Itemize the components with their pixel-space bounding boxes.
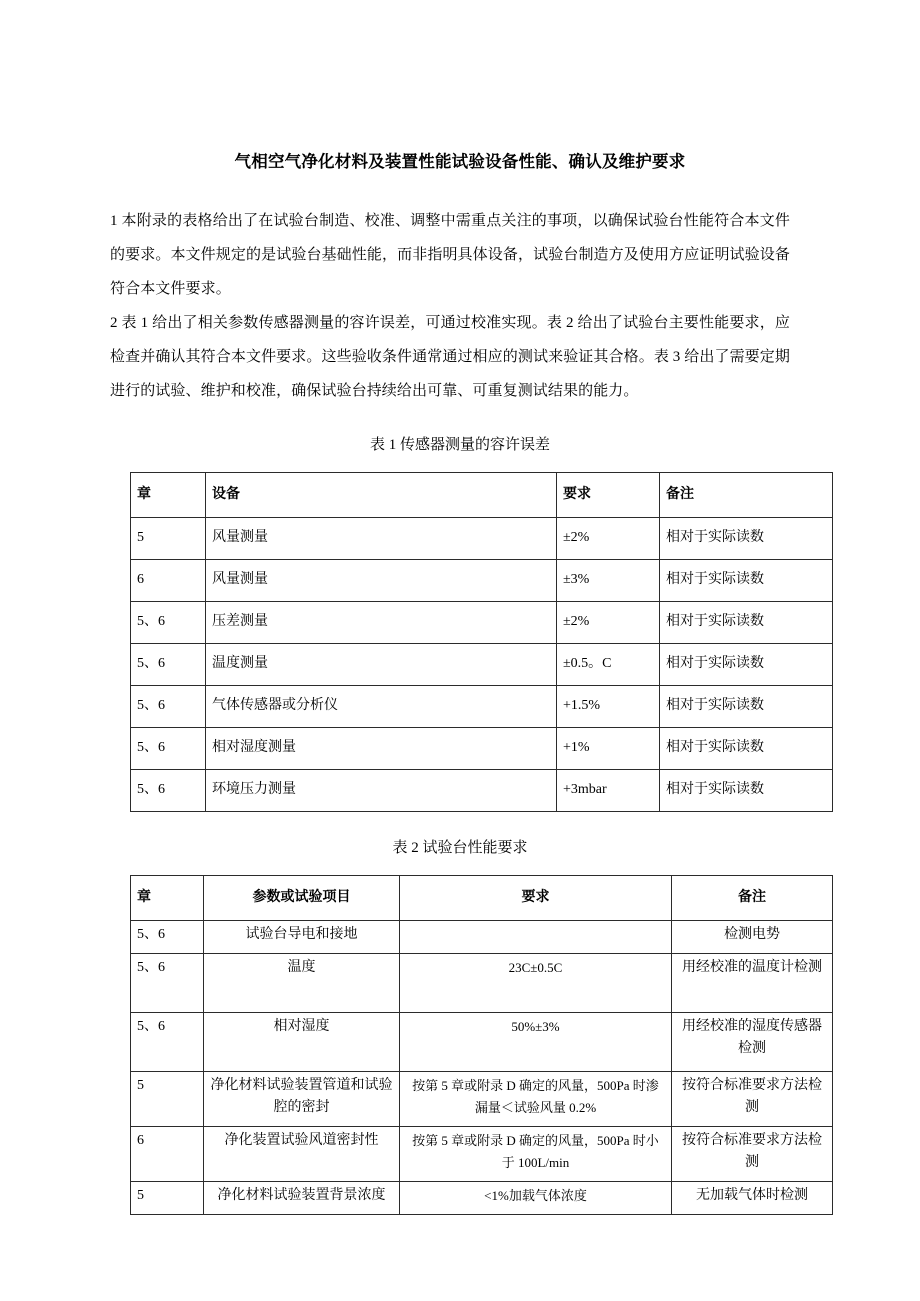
table-row	[131, 953, 833, 1012]
table-tolerances	[130, 472, 833, 812]
table-row	[131, 920, 833, 953]
cell-remark: 相对于实际读数	[660, 559, 833, 601]
cell-device: 环境压力测量	[206, 769, 557, 811]
table-row	[131, 643, 833, 685]
cell-chapter: 5、6	[131, 920, 204, 953]
cell-device: 相对湿度测量	[206, 727, 557, 769]
cell-requirement: +1.5%	[557, 685, 660, 727]
cell-remark: 相对于实际读数	[660, 601, 833, 643]
cell-requirement: 50%±3%	[400, 1012, 672, 1071]
cell-remark: 相对于实际读数	[660, 685, 833, 727]
cell-chapter: 5	[131, 1071, 204, 1126]
cell-requirement: +1%	[557, 727, 660, 769]
cell-parameter: 净化装置试验风道密封性	[204, 1126, 400, 1181]
body-paragraph-2: 2 表 1 给出了相关参数传感器测量的容许误差，可通过校准实现。表 2 给出了试验台主要性能要求，应检查并确认其符合本文件要求。这些验收条件通常通过相应的测试来验证其合格。表 3 给出了需要定期进行的试验、维护和校准，确保试验台持续给出可靠、可重复测试结果的能力。	[110, 314, 790, 399]
table-1-header-chapter: 章	[131, 472, 206, 517]
cell-chapter: 6	[131, 559, 206, 601]
table-row	[131, 1071, 833, 1126]
cell-remark: 检测电势	[672, 920, 833, 953]
cell-parameter: 相对湿度	[204, 1012, 400, 1071]
cell-chapter: 5、6	[131, 643, 206, 685]
table-row	[131, 1126, 833, 1181]
cell-requirement: ±2%	[557, 517, 660, 559]
table-1-header-requirement: 要求	[557, 472, 660, 517]
cell-chapter: 5、6	[131, 685, 206, 727]
cell-device: 气体传感器或分析仪	[206, 685, 557, 727]
table-header-row	[131, 875, 833, 920]
table-2-caption: 表 2 试验台性能要求	[392, 839, 528, 856]
cell-device: 风量测量	[206, 559, 557, 601]
cell-requirement: ±0.5。C	[557, 643, 660, 685]
table-row	[131, 685, 833, 727]
table-row	[131, 517, 833, 559]
body-paragraph-1: 1 本附录的表格给出了在试验台制造、校准、调整中需重点关注的事项，以确保试验台性能符合本文件的要求。本文件规定的是试验台基础性能，而非指明具体设备，试验台制造方及使用方应证明试验设备符合本文件要求。	[110, 212, 790, 297]
cell-remark: 相对于实际读数	[660, 517, 833, 559]
cell-requirement: ±2%	[557, 601, 660, 643]
table-row	[131, 1012, 833, 1071]
table-2-header-parameter: 参数或试验项目	[204, 875, 400, 920]
cell-device: 压差测量	[206, 601, 557, 643]
cell-device: 温度测量	[206, 643, 557, 685]
cell-chapter: 5、6	[131, 727, 206, 769]
table-row	[131, 1181, 833, 1214]
cell-parameter: 温度	[204, 953, 400, 1012]
table-row	[131, 559, 833, 601]
cell-requirement: <1%加载气体浓度	[400, 1181, 672, 1214]
table-row	[131, 601, 833, 643]
table-2-header-chapter: 章	[131, 875, 204, 920]
page-content	[110, 0, 822, 1215]
cell-remark: 相对于实际读数	[660, 643, 833, 685]
table-1-caption: 表 1 传感器测量的容许误差	[369, 436, 550, 453]
cell-remark: 相对于实际读数	[660, 727, 833, 769]
table-1-header-remark: 备注	[660, 472, 833, 517]
cell-requirement: +3mbar	[557, 769, 660, 811]
cell-parameter: 试验台导电和接地	[204, 920, 400, 953]
cell-requirement: ±3%	[557, 559, 660, 601]
cell-chapter: 5、6	[131, 953, 204, 1012]
table-2-header-remark: 备注	[672, 875, 833, 920]
cell-remark: 用经校准的湿度传感器检测	[672, 1012, 833, 1071]
cell-chapter: 5、6	[131, 1012, 204, 1071]
cell-chapter: 5	[131, 1181, 204, 1214]
cell-chapter: 6	[131, 1126, 204, 1181]
cell-requirement: 按第 5 章或附录 D 确定的风量，500Pa 时渗漏量＜试验风量 0.2%	[400, 1071, 672, 1126]
cell-remark: 按符合标准要求方法检测	[672, 1126, 833, 1181]
cell-requirement	[400, 920, 672, 953]
cell-device: 风量测量	[206, 517, 557, 559]
table-row	[131, 769, 833, 811]
table-header-row	[131, 472, 833, 517]
page-title: 气相空气净化材料及装置性能试验设备性能、确认及维护要求	[234, 152, 686, 171]
cell-parameter: 净化材料试验装置管道和试验腔的密封	[204, 1071, 400, 1126]
cell-chapter: 5	[131, 517, 206, 559]
cell-chapter: 5、6	[131, 601, 206, 643]
table-2-header-requirement: 要求	[400, 875, 672, 920]
cell-parameter: 净化材料试验装置背景浓度	[204, 1181, 400, 1214]
cell-requirement: 23C±0.5C	[400, 953, 672, 1012]
cell-chapter: 5、6	[131, 769, 206, 811]
cell-remark: 无加载气体时检测	[672, 1181, 833, 1214]
cell-remark: 用经校准的温度计检测	[672, 953, 833, 1012]
cell-requirement: 按第 5 章或附录 D 确定的风量，500Pa 时小于 100L/min	[400, 1126, 672, 1181]
table-bench-performance	[130, 875, 833, 1215]
cell-remark: 按符合标准要求方法检测	[672, 1071, 833, 1126]
table-1-header-device: 设备	[206, 472, 557, 517]
table-row	[131, 727, 833, 769]
cell-remark: 相对于实际读数	[660, 769, 833, 811]
